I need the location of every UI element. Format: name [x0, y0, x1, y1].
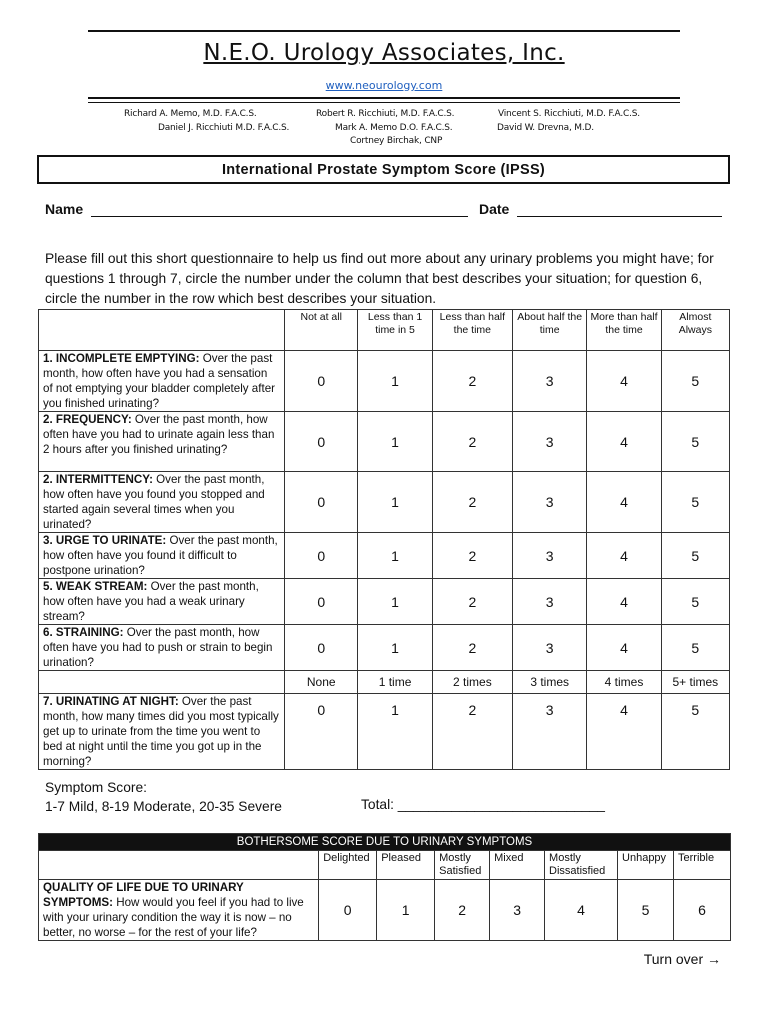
score-option[interactable]: 3 [490, 880, 545, 941]
night-column-header: 4 times [587, 671, 661, 694]
instructions: Please fill out this short questionnaire to help us find out more about any urinary problems you might have; for questions 1 through 7, circle the number under the column that best describes your situation; for question 6, circle the number in the row which best describes your situation. [45, 251, 714, 306]
bother-column-header: Unhappy [618, 851, 674, 880]
score-option[interactable]: 5 [661, 351, 729, 412]
score-option[interactable]: 2 [432, 472, 512, 533]
bother-header: BOTHERSOME SCORE DUE TO URINARY SYMPTOMS [39, 834, 731, 851]
night-column-header: 2 times [432, 671, 512, 694]
blank-header-cell [39, 310, 285, 351]
doctor-name: Cortney Birchak, CNP [350, 136, 443, 146]
score-option[interactable]: 1 [358, 472, 432, 533]
doctor-name: Richard A. Memo, M.D. F.A.C.S. [124, 109, 257, 119]
doctor-name: Robert R. Ricchiuti, M.D. F.A.C.S. [316, 109, 455, 119]
night-header-row [39, 671, 730, 694]
score-option[interactable]: 0 [285, 533, 358, 579]
column-header: About half the time [513, 310, 587, 351]
date-line[interactable] [517, 202, 722, 217]
score-option[interactable]: 3 [513, 351, 587, 412]
night-column-header: 1 time [358, 671, 432, 694]
score-option[interactable]: 1 [358, 579, 432, 625]
score-option[interactable]: 2 [435, 880, 490, 941]
question-title: 1. INCOMPLETE EMPTYING: [43, 352, 200, 365]
night-column-header: None [285, 671, 358, 694]
bother-table [38, 833, 731, 941]
date-field[interactable] [479, 201, 722, 217]
symptom-score-ranges: 1-7 Mild, 8-19 Moderate, 20-35 Severe [45, 799, 282, 814]
top-rule [88, 30, 680, 32]
question-body: Over the past month, how many times did you most typically get up to urinate from the time you went to bed at night until the time you got up in the morning? [43, 695, 279, 768]
question-text [39, 351, 285, 412]
score-option[interactable]: 5 [661, 472, 729, 533]
question-body: Over the past month, how often have you found it difficult to postpone urination? [43, 534, 278, 577]
column-header: Almost Always [661, 310, 729, 351]
bother-column-header: Mixed [490, 851, 545, 880]
ipss-table [38, 309, 730, 770]
score-option[interactable]: 4 [545, 880, 618, 941]
header-rule-1 [88, 97, 680, 99]
score-option[interactable]: 0 [319, 880, 377, 941]
symptom-score [45, 778, 282, 816]
score-option[interactable]: 4 [587, 625, 661, 671]
score-option[interactable]: 6 [674, 880, 731, 941]
doctor-name: Vincent S. Ricchiuti, M.D. F.A.C.S. [498, 109, 640, 119]
score-option[interactable]: 1 [358, 351, 432, 412]
question-row [39, 472, 730, 533]
score-option[interactable]: 4 [587, 351, 661, 412]
bother-column-header: Mostly Dissatisfied [545, 851, 618, 880]
quality-of-life-question [39, 880, 319, 941]
score-option[interactable]: 1 [377, 880, 435, 941]
score-option[interactable]: 2 [432, 533, 512, 579]
question-text [39, 412, 285, 472]
score-option[interactable]: 3 [513, 472, 587, 533]
bother-column-header: Delighted [319, 851, 377, 880]
doctor-name: David W. Drevna, M.D. [497, 123, 594, 133]
bother-header-row [39, 834, 731, 851]
ipss-header-row [39, 310, 730, 351]
score-option[interactable]: 4 [587, 579, 661, 625]
score-option[interactable]: 0 [285, 412, 358, 472]
question-title: 5. WEAK STREAM: [43, 580, 148, 593]
question-body: Over the past month, how often have you had to push or strain to begin urination? [43, 626, 273, 669]
score-option[interactable]: 1 [358, 533, 432, 579]
question-text [39, 533, 285, 579]
bother-column-header: Terrible [674, 851, 731, 880]
org-name: N.E.O. Urology Associates, Inc. [203, 40, 565, 66]
quality-of-life-row [39, 880, 731, 941]
score-option[interactable]: 3 [513, 533, 587, 579]
website-link[interactable]: www.neourology.com [325, 79, 443, 92]
score-option[interactable]: 1 [358, 412, 432, 472]
question-body: Over the past month, how often have you had to urinate again less than 2 hours after you finished urinating? [43, 413, 275, 456]
score-option[interactable]: 4 [587, 533, 661, 579]
score-option[interactable]: 3 [513, 412, 587, 472]
doctor-name: Daniel J. Ricchiuti M.D. F.A.C.S. [158, 123, 290, 133]
name-field[interactable] [45, 201, 468, 217]
score-option[interactable]: 5 [661, 533, 729, 579]
night-column-header: 3 times [513, 671, 587, 694]
question-text [39, 625, 285, 671]
question-body: How would you feel if you had to live with your urinary condition the way it is now – no better, no worse – for the rest of your life? [43, 896, 304, 939]
date-label: Date [479, 201, 510, 217]
form-title [37, 155, 730, 184]
bother-column-header: Pleased [377, 851, 435, 880]
score-option[interactable]: 3 [513, 579, 587, 625]
form-title-text: International Prostate Symptom Score (IPSS) [221, 161, 546, 178]
question-row [39, 533, 730, 579]
question-text [39, 472, 285, 533]
blank-header-cell [39, 671, 285, 694]
question-row [39, 625, 730, 671]
score-option[interactable]: 0 [285, 625, 358, 671]
question-row [39, 351, 730, 412]
total-field[interactable]: Total: ___________________________ [361, 797, 605, 812]
question-title: QUALITY OF LIFE DUE TO URINARY SYMPTOMS: [43, 881, 244, 909]
score-option[interactable]: 0 [285, 351, 358, 412]
score-option[interactable]: 5 [618, 880, 674, 941]
question-text [39, 694, 285, 770]
question-row [39, 579, 730, 625]
score-option[interactable]: 0 [285, 579, 358, 625]
symptom-score-label: Symptom Score: [45, 780, 147, 795]
score-option[interactable]: 4 [587, 472, 661, 533]
blank-header-cell [39, 851, 319, 880]
score-option[interactable]: 5 [661, 579, 729, 625]
bother-column-header: Mostly Satisfied [435, 851, 490, 880]
score-option[interactable]: 1 [358, 625, 432, 671]
question-body: Over the past month, how often have you had a sensation of not emptying your bladder completely after you finished urinating? [43, 352, 275, 410]
question-text [39, 579, 285, 625]
question-title: 3. URGE TO URINATE: [43, 534, 167, 547]
score-option[interactable]: 4 [587, 412, 661, 472]
score-option[interactable]: 5 [661, 694, 729, 770]
question-row [39, 694, 730, 770]
score-option[interactable]: 2 [432, 694, 512, 770]
question-title: 2. INTERMITTENCY: [43, 473, 153, 486]
question-row [39, 412, 730, 472]
column-header: Not at all [285, 310, 358, 351]
night-column-header: 5+ times [661, 671, 729, 694]
score-option[interactable]: 2 [432, 412, 512, 472]
column-header: More than half the time [587, 310, 661, 351]
question-title: 6. STRAINING: [43, 626, 124, 639]
score-option[interactable]: 1 [358, 694, 432, 770]
doctor-name: Mark A. Memo D.O. F.A.C.S. [335, 123, 453, 133]
header-rule-2 [88, 102, 680, 103]
score-option[interactable]: 4 [587, 694, 661, 770]
score-option[interactable]: 2 [432, 625, 512, 671]
name-label: Name [45, 201, 84, 217]
turn-over-note: Turn over → [643, 951, 721, 967]
score-option[interactable]: 2 [432, 579, 512, 625]
column-header: Less than half the time [432, 310, 512, 351]
score-option[interactable]: 0 [285, 472, 358, 533]
bother-columns-row [39, 851, 731, 880]
name-line[interactable] [91, 202, 468, 217]
column-header: Less than 1 time in 5 [358, 310, 432, 351]
score-option[interactable]: 0 [285, 694, 358, 770]
question-title: 7. URINATING AT NIGHT: [43, 695, 179, 708]
question-title: 2. FREQUENCY: [43, 413, 132, 426]
score-option[interactable]: 3 [513, 625, 587, 671]
score-option[interactable]: 2 [432, 351, 512, 412]
score-option[interactable]: 5 [661, 412, 729, 472]
question-body: Over the past month, how often have you found you stopped and started again several times when you urinated? [43, 473, 265, 531]
score-option[interactable]: 5 [661, 625, 729, 671]
score-option[interactable]: 3 [513, 694, 587, 770]
question-body: Over the past month, how often have you had a weak urinary stream? [43, 580, 259, 623]
